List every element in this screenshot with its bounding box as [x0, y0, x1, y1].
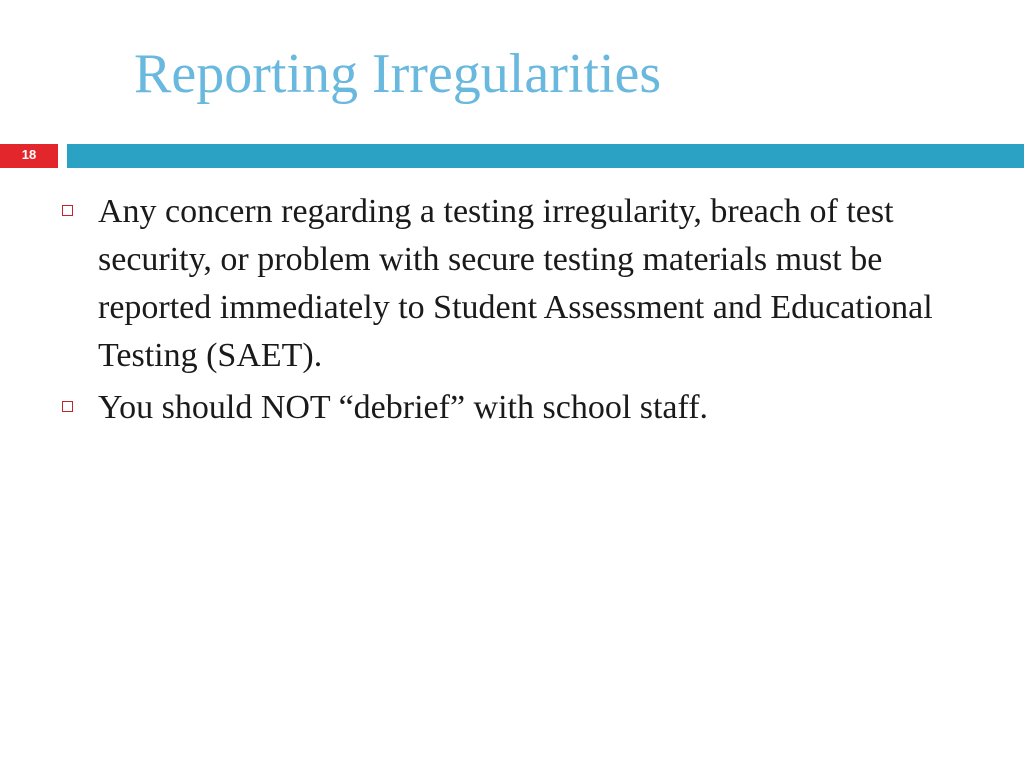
square-bullet-icon: [62, 205, 73, 216]
list-item: [62, 188, 962, 380]
list-item: [62, 384, 962, 432]
slide-number: 18: [0, 144, 58, 168]
bullet-text: Any concern regarding a testing irregularity, breach of test security, or problem with secure testing materials must be reported immediately to Student Assessment and Educational Testing (SAET).: [98, 193, 933, 374]
bullet-list: [62, 188, 962, 436]
bullet-text: You should NOT “debrief” with school staff.: [98, 389, 709, 426]
square-bullet-icon: [62, 401, 73, 412]
accent-bar: [67, 144, 1024, 168]
slide-title: Reporting Irregularities: [134, 43, 662, 105]
header-rule: [0, 144, 1024, 168]
